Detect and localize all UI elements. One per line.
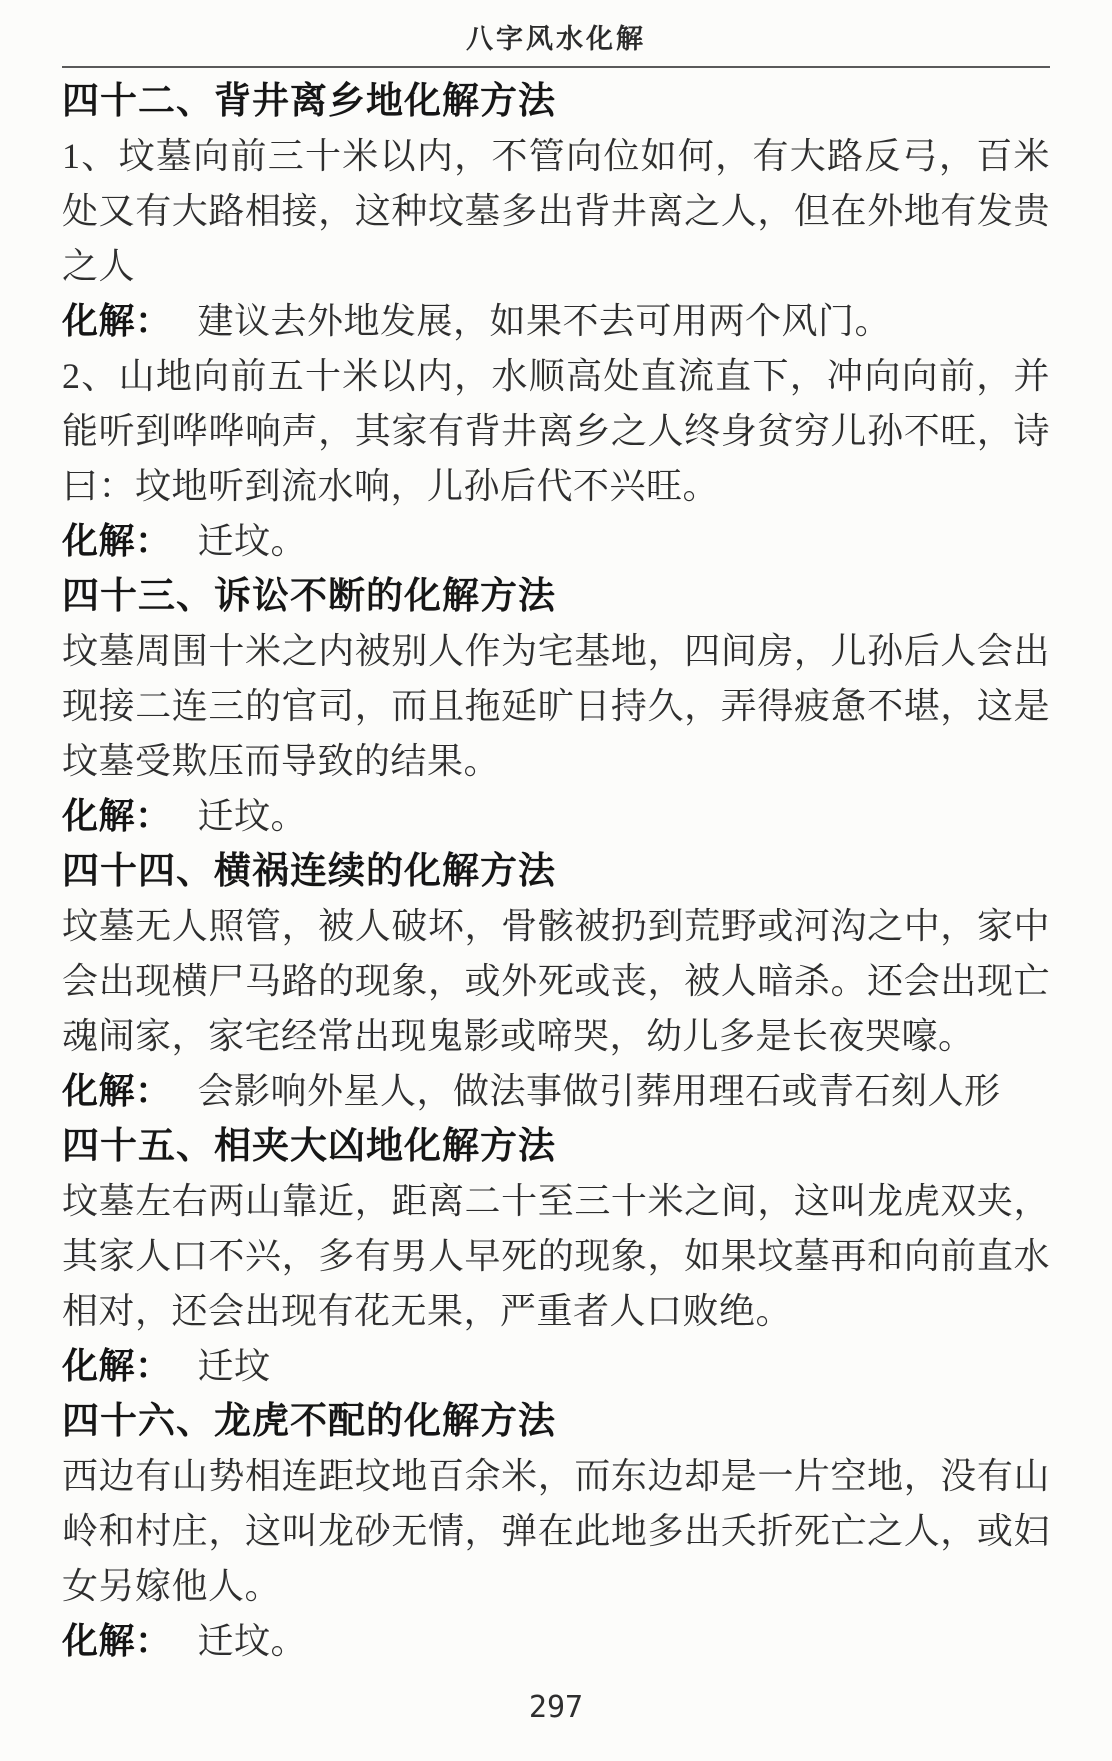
remedy-paragraph — [62, 294, 1050, 349]
remedy-text: 迁坟 — [197, 1346, 271, 1386]
remedy-label: 化解： — [62, 1071, 172, 1111]
section-heading: 四十五、相夹大凶地化解方法 — [62, 1126, 556, 1167]
page-content — [62, 22, 1050, 1669]
remedy-paragraph — [62, 514, 1050, 569]
body-paragraph: 坟墓左右两山靠近，距离二十至三十米之间，这叫龙虎双夹，其家人口不兴，多有男人早死的现象，如果坟墓再和向前直水相对，还会出现有花无果，严重者人口败绝。 — [62, 1181, 1050, 1331]
remedy-label: 化解： — [62, 1621, 172, 1661]
running-header: 八字风水化解 — [466, 24, 646, 54]
remedy-label: 化解： — [62, 521, 172, 561]
remedy-text: 建议去外地发展，如果不去可用两个风门。 — [197, 301, 892, 341]
remedy-text: 会影响外星人，做法事做引葬用理石或青石刻人形 — [197, 1071, 1001, 1111]
header-rule — [62, 66, 1050, 68]
section-heading: 四十二、背井离乡地化解方法 — [62, 81, 556, 122]
section-heading: 四十三、诉讼不断的化解方法 — [62, 576, 556, 617]
remedy-text: 迁坟。 — [197, 1621, 308, 1661]
remedy-label: 化解： — [62, 301, 172, 341]
remedy-label: 化解： — [62, 796, 172, 836]
remedy-paragraph — [62, 1614, 1050, 1669]
remedy-paragraph — [62, 1064, 1050, 1119]
section-heading: 四十六、龙虎不配的化解方法 — [62, 1401, 556, 1442]
body-paragraph: 坟墓无人照管，被人破坏，骨骸被扔到荒野或河沟之中，家中会出现横尸马路的现象，或外死或丧，被人暗杀。还会出现亡魂闹家，家宅经常出现鬼影或啼哭，幼儿多是长夜哭嚎。 — [62, 906, 1050, 1056]
remedy-label: 化解： — [62, 1346, 172, 1386]
body-paragraph: 坟墓周围十米之内被别人作为宅基地，四间房，儿孙后人会出现接二连三的官司，而且拖延旷日持久，弄得疲惫不堪，这是坟墓受欺压而导致的结果。 — [62, 631, 1050, 781]
body-paragraph: 2、山地向前五十米以内，水顺高处直流直下，冲向向前，并能听到哗哗响声，其家有背井离乡之人终身贫穷儿孙不旺，诗曰：坟地听到流水响，儿孙后代不兴旺。 — [62, 356, 1050, 506]
remedy-paragraph — [62, 1339, 1050, 1394]
section-heading: 四十四、横祸连续的化解方法 — [62, 851, 556, 892]
sections — [62, 74, 1050, 1669]
remedy-text: 迁坟。 — [197, 796, 308, 836]
body-paragraph: 1、坟墓向前三十米以内，不管向位如何，有大路反弓，百米处又有大路相接，这种坟墓多出背井离之人，但在外地有发贵之人 — [62, 136, 1050, 286]
remedy-text: 迁坟。 — [197, 521, 308, 561]
body-paragraph: 西边有山势相连距坟地百余米，而东边却是一片空地，没有山岭和村庄，这叫龙砂无情，弹在此地多出夭折死亡之人，或妇女另嫁他人。 — [62, 1456, 1050, 1606]
page-number: 297 — [528, 1690, 584, 1725]
remedy-paragraph — [62, 789, 1050, 844]
